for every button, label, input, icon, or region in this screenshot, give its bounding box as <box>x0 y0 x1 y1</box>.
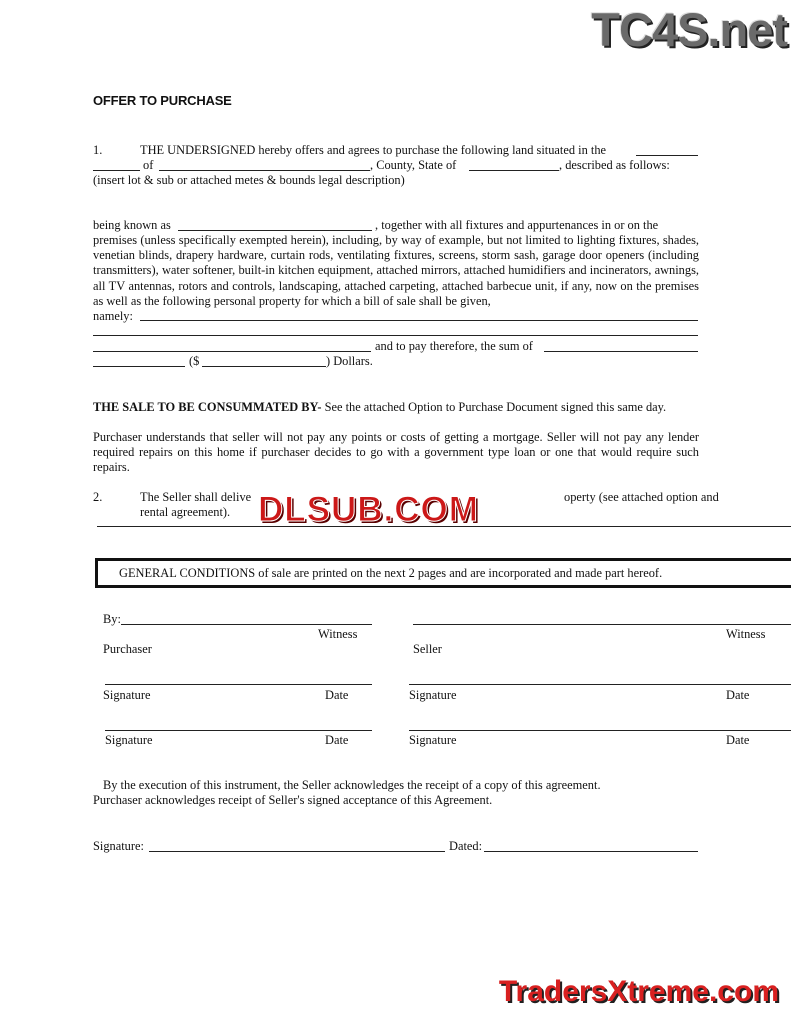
legal-description-note: (insert lot & sub or attached metes & bounds legal description) <box>93 173 405 187</box>
seller-signature-label-2: Signature <box>409 733 457 747</box>
acknowledgement-line-2: Purchaser acknowledges receipt of Seller's signed acceptance of this Agreement. <box>93 793 493 807</box>
general-conditions-text: GENERAL CONDITIONS of sale are printed on the next 2 pages and are incorporated and made part hereof. <box>119 566 663 580</box>
fixtures-paragraph <box>93 233 699 309</box>
blank-known-as-field[interactable] <box>178 230 372 231</box>
footer-signature-line[interactable] <box>149 851 445 852</box>
by-label: By: <box>103 612 121 626</box>
pay-sum-label: and to pay therefore, the sum of <box>375 339 533 353</box>
watermark-bottom-logo: TradersXtreme.com <box>498 975 779 1008</box>
section-1-line1: THE UNDERSIGNED hereby offers and agrees to purchase the following land situated in the <box>140 143 607 157</box>
purchaser-witness-line[interactable] <box>121 624 372 625</box>
purchaser-signature-label-2: Signature <box>105 733 153 747</box>
dollars-label: ) Dollars. <box>326 354 373 368</box>
blank-personal-property-1[interactable] <box>140 320 698 321</box>
purchaser-witness-label: Witness <box>318 627 358 641</box>
section-2-text-start: The Seller shall delive <box>140 490 252 504</box>
blank-sum-amount[interactable] <box>202 366 326 367</box>
consummated-rest: See the attached Option to Purchase Document signed this same day. <box>321 400 667 414</box>
blank-city-field[interactable] <box>636 155 698 156</box>
purchaser-label: Purchaser <box>103 642 152 656</box>
section-2-text-end: operty (see attached option and <box>564 490 719 504</box>
seller-date-label-2: Date <box>726 733 750 747</box>
blank-county-field[interactable] <box>159 170 370 171</box>
section-2-number: 2. <box>93 490 103 504</box>
consummated-bold: THE SALE TO BE CONSUMMATED BY- <box>93 400 322 414</box>
footer-signature-label: Signature: <box>93 839 144 853</box>
known-as-label: being known as <box>93 218 171 232</box>
blank-personal-property-3[interactable] <box>93 351 371 352</box>
purchaser-date-label-1: Date <box>325 688 349 702</box>
seller-signature-line-1[interactable] <box>409 684 791 685</box>
of-label: of <box>143 158 154 172</box>
document-title: OFFER TO PURCHASE <box>93 93 232 108</box>
seller-signature-line-2[interactable] <box>409 730 791 731</box>
namely-label: namely: <box>93 309 133 323</box>
blank-city-field-cont[interactable] <box>93 170 140 171</box>
purchaser-signature-line-2[interactable] <box>105 730 372 731</box>
purchaser-signature-label-1: Signature <box>103 688 151 702</box>
footer-dated-line[interactable] <box>484 851 698 852</box>
acknowledgement-line-1: By the execution of this instrument, the Seller acknowledges the receipt of a copy of this agreement. <box>103 778 601 792</box>
section-2-line2: rental agreement). <box>140 505 231 519</box>
seller-label: Seller <box>413 642 442 656</box>
county-state-label: , County, State of <box>370 158 457 172</box>
seller-witness-label: Witness <box>726 627 766 641</box>
described-label: , described as follows: <box>559 158 670 172</box>
blank-sum-words-1[interactable] <box>544 351 698 352</box>
blank-state-field[interactable] <box>469 170 559 171</box>
seller-date-label-1: Date <box>726 688 750 702</box>
known-as-rest: , together with all fixtures and appurtenances in or on the <box>375 218 659 232</box>
dollar-open: ($ <box>189 354 200 368</box>
footer-dated-label: Dated: <box>449 839 483 853</box>
blank-personal-property-2[interactable] <box>93 335 698 336</box>
purchaser-note-text: Purchaser understands that seller will not pay any points or costs of getting a mortgage. Seller will not pay any lender required repairs on this home if purchaser decides to go with a government type loan or one that would require such repairs. <box>93 430 699 475</box>
watermark-top-logo: TC4S.net <box>591 3 787 56</box>
watermark-middle-logo: DLSUB.COM <box>258 490 479 529</box>
consummated-line <box>93 400 666 415</box>
fixtures-text: premises (unless specifically exempted herein), including, by way of example, but not limited to lighting fixtures, shades, venetian blinds, drapery hardware, curtain rods, ventilating fixtures, screens, storm sash, garage door openers (including transmitters), water softener, built-in kitchen equipment, attached mirrors, attached humidifiers and incinerators, awnings, all TV antennas, rotors and controls, landscaping, attached carpeting, attached barbecue unit, if any, now on the premises as well as the following personal property for which a bill of sale shall be given, <box>93 233 699 308</box>
seller-signature-label-1: Signature <box>409 688 457 702</box>
purchaser-date-label-2: Date <box>325 733 349 747</box>
seller-witness-line[interactable] <box>413 624 791 625</box>
purchaser-note-paragraph <box>93 430 699 476</box>
section-1-number: 1. <box>93 143 103 157</box>
purchaser-signature-line-1[interactable] <box>105 684 372 685</box>
blank-sum-words-2[interactable] <box>93 366 185 367</box>
